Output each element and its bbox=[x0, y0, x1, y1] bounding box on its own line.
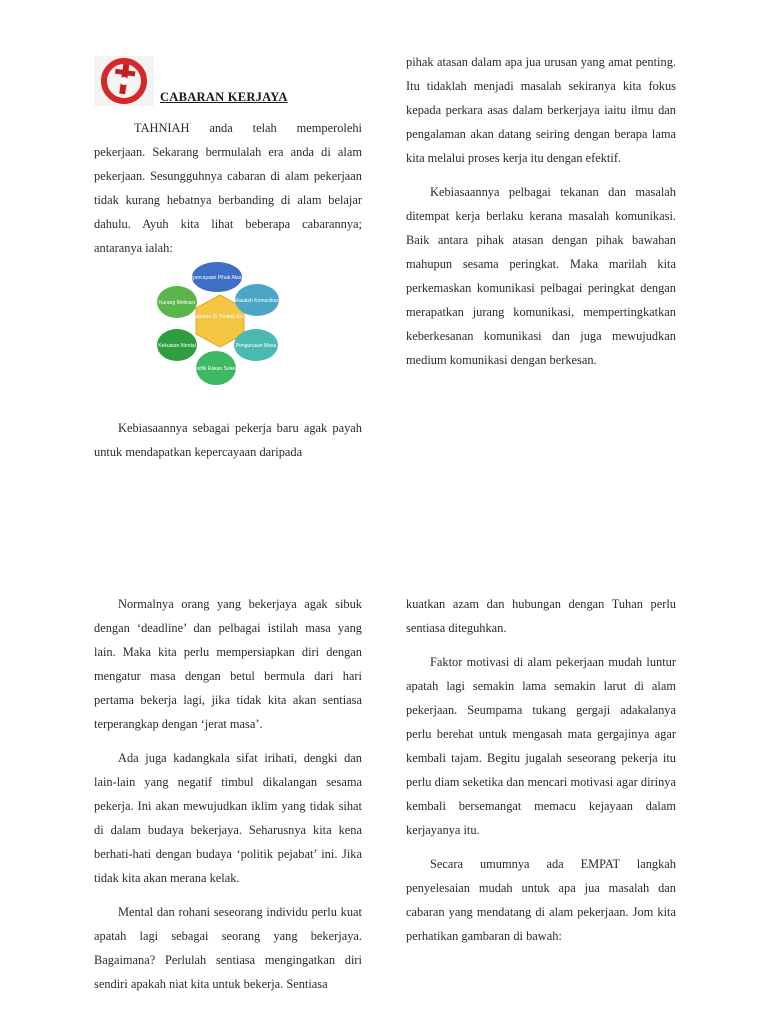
logo-image bbox=[94, 56, 154, 106]
svg-text:Pengurusan Masa: Pengurusan Masa bbox=[235, 343, 277, 349]
paragraph-continuation-2: kuatkan azam dan hubungan dengan Tuhan perlu sentiasa diteguhkan. bbox=[406, 597, 676, 635]
column-bottom-left bbox=[94, 592, 362, 1006]
column-bottom-right bbox=[406, 592, 676, 958]
paragraph-conflict: Ada juga kadangkala sifat irihati, dengki dan lain-lain yang negatif timbul dikalangan sesama pekerja. Ini akan mewujudkan iklim yang tidak sihat di dalam budaya bekerjaya. Seharusnya kita kena berhati-hati dengan budaya ‘politik pejabat’ ini. Jika tidak kita akan merana kelak. bbox=[94, 751, 362, 885]
column-top-right bbox=[406, 50, 676, 382]
svg-text:Kekuatan Mental: Kekuatan Mental bbox=[158, 343, 196, 349]
paragraph-communication: Kebiasaannya pelbagai tekanan dan masalah ditempat kerja berlaku kerana masalah komunikasi. Baik antara pihak atasan dengan pihak bawahan mahupun sesama peringkat. Maka marilah kita perkemaskan komunikasi pelbagai peringkat dengan merapatkan jurang komunikasi, mempertingkatkan keberkesanan komunikasi dan juga mewujudkan medium komunikasi dengan berkesan. bbox=[406, 185, 676, 367]
paragraph-four-steps: Secara umumnya ada EMPAT langkah penyelesaian mudah untuk apa jua masalah dan cabaran yang mendatang di alam pekerjaan. Jom kita perhatikan gambaran di bawah: bbox=[406, 857, 676, 943]
paragraph-time: Normalnya orang yang bekerjaya agak sibuk dengan ‘deadline’ dan pelbagai istilah masa yang lain. Maka kita perlu mempersiapkan diri dengan mengatur masa dengan betul bermula dari hari pertama bekerja lagi, jika tidak kita akan sentiasa terperangkap dengan ‘jerat masa’. bbox=[94, 597, 362, 731]
challenges-diagram bbox=[150, 260, 290, 390]
svg-text:Kurang Motivasi: Kurang Motivasi bbox=[159, 300, 195, 306]
paragraph-trust: Kebiasaannya sebagai pekerja baru agak payah untuk mendapatkan kepercayaan daripada bbox=[94, 421, 362, 459]
paragraph-motivation: Faktor motivasi di alam pekerjaan mudah luntur apatah lagi semakin lama semakin larut di alam pekerjaan. Seumpama tukang gergaji adakalanya perlu berehat untuk mengasah mata gergajinya agar kembali tajam. Begitu jugalah seseorang pekerja itu perlu diam seketika dan mencari motivasi agar dirinya kembali bersemangat memacu kejayaan dalam kerjayanya itu. bbox=[406, 655, 676, 837]
diagram-center-label: Cabaran Di Tempat Kerja bbox=[191, 314, 249, 320]
svg-text:Kepercayaan Pihak Atasan: Kepercayaan Pihak Atasan bbox=[186, 275, 248, 281]
paragraph-intro: TAHNIAH anda telah memperolehi pekerjaan. Sekarang bermulalah era anda di alam pekerjaan. Sesungguhnya cabaran di alam pekerjaan tidak kurang hebatnya berbanding di alam belajar dahulu. Ayuh kita lihat beberapa cabarannya; antaranya ialah: bbox=[94, 121, 362, 255]
document-title: CABARAN KERJAYA bbox=[160, 90, 288, 104]
paragraph-continuation: pihak atasan dalam apa jua urusan yang amat penting. Itu tidaklah menjadi masalah sekiranya kita fokus kepada perkara asas dalam berkerjaya iaitu ilmu dan pengalaman akan datang seiring dengan berapa lama kita melalui proses kerja itu dengan efektif. bbox=[406, 55, 676, 165]
svg-text:Masalah Komunikasi: Masalah Komunikasi bbox=[233, 298, 281, 304]
svg-text:Konflik Rakan Sekerja: Konflik Rakan Sekerja bbox=[191, 366, 241, 372]
paragraph-mental: Mental dan rohani seseorang individu perlu kuat apatah lagi sebagai seorang yang bekerjaya. Bagaimana? Perlulah sentiasa mengingatkan diri sendiri apakah niat kita untuk bekerja. Sentiasa bbox=[94, 905, 362, 991]
